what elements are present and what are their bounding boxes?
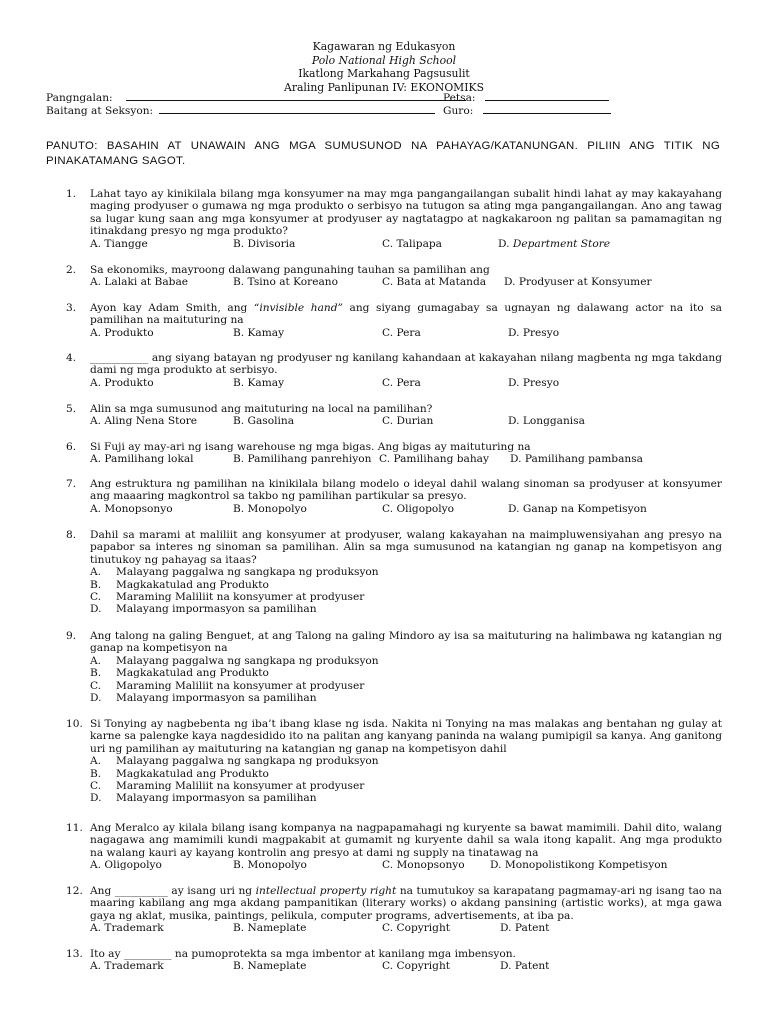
option-letter: D. <box>90 603 102 616</box>
option-letter: D. <box>90 792 102 805</box>
option-b[interactable]: B. Nameplate <box>233 922 307 935</box>
section-blank[interactable] <box>159 103 435 114</box>
question-number: 7. <box>66 478 77 490</box>
question-stem: Ang Meralco ay kilala bilang isang kompanya na nagpapamahagi ng kuryente sa bawat mamimili. Dahil dito, walang nagagawa ang mamimili kundi magpakabit at gumamit ng kuryente dahil sa wala itong kapalit. Ang mga produkto na walang kauri ay kayang kontrolin ang presyo at dami ng supply na tinatawag na <box>90 822 722 859</box>
question-stem: Ang estruktura ng pamilihan na kinikilala bilang modelo o ideyal dahil walang sinoman sa prodyuser at konsyumer ang maaaring magkontrol sa takbo ng pamilihan partikular sa presyo. <box>90 478 722 503</box>
option-letter: A. <box>90 566 102 579</box>
option-text: Magkakatulad ang Produkto <box>116 578 269 591</box>
option-letter: B. <box>90 767 102 780</box>
question-stem: Si Tonying ay nagbebenta ng iba’t ibang klase ng isda. Nakita ni Tonying na mas malakas ang bentahan ng gulay at karne sa palengke kaya nagdesidido ito na palitan ang kanyang paninda na walang pumipigil sa kanya. Ang ganitong uri ng pamilihan ay maituturing na katangian ng ganap na kompetisyon dahil <box>90 718 722 755</box>
teacher-label: Guro: <box>443 105 474 117</box>
option-d[interactable] <box>90 603 722 615</box>
question-number: 9. <box>66 630 77 642</box>
option-c[interactable]: C. Copyright <box>382 922 451 935</box>
option-text: Malayang impormasyon sa pamilihan <box>116 603 317 616</box>
option-a[interactable]: A. Tiangge <box>90 237 148 250</box>
option-letter: D. <box>90 692 102 705</box>
teacher-blank[interactable] <box>483 103 611 114</box>
option-letter: C. <box>90 780 102 793</box>
option-c[interactable] <box>90 680 722 692</box>
question-1 <box>46 188 722 250</box>
question-11 <box>46 822 722 872</box>
option-text: Maraming Maliliit na konsyumer at prodyuser <box>116 780 365 793</box>
option-d[interactable]: D. Presyo <box>508 326 560 339</box>
question-8 <box>46 529 722 616</box>
option-text: Malayang paggalwa ng sangkapa ng produksyon <box>116 566 379 579</box>
question-13 <box>46 948 722 973</box>
options <box>90 276 722 288</box>
options <box>90 503 722 515</box>
question-stem <box>90 885 722 922</box>
school-name: Polo National High School <box>311 53 457 67</box>
question-number: 5. <box>66 403 77 415</box>
option-c[interactable]: C. Pera <box>382 326 421 339</box>
stem-italic: “invisible hand” <box>253 302 343 314</box>
option-d[interactable]: D. Prodyuser at Konsyumer <box>504 276 652 289</box>
option-b[interactable]: B. Nameplate <box>233 960 307 973</box>
question-number: 10. <box>66 718 83 730</box>
question-number: 12. <box>66 885 83 897</box>
option-a[interactable]: A. Trademark <box>90 922 164 935</box>
department-name: Kagawaran ng Edukasyon <box>312 40 456 53</box>
option-letter: C. <box>90 679 102 692</box>
option-b[interactable]: B. Monopolyo <box>233 859 307 872</box>
option-text: Malayang impormasyon sa pamilihan <box>116 792 317 805</box>
question-4 <box>46 352 722 389</box>
option-b[interactable]: B. Kamay <box>233 376 285 389</box>
option-c[interactable]: C. Bata at Matanda <box>382 276 487 289</box>
option-c[interactable]: C. Durian <box>382 415 434 428</box>
option-a[interactable]: A. Produkto <box>90 376 154 389</box>
option-text: Malayang paggalwa ng sangkapa ng produksyon <box>116 755 379 768</box>
question-stem: Alin sa mga sumusunod ang maituturing na local na pamilihan? <box>90 403 433 415</box>
question-number: 2. <box>66 264 77 276</box>
teacher-field-row <box>443 103 611 117</box>
stem-part: ay isang uri ng <box>167 885 256 897</box>
option-c[interactable]: C. Copyright <box>382 960 451 973</box>
question-stem: Ang talong na galing Benguet, at ang Talong na galing Mindoro ay isa sa maituturing na halimbawa ng katangian ng ganap na kompetisyon na <box>90 630 722 655</box>
question-7 <box>46 478 722 515</box>
name-field-row <box>46 90 466 104</box>
question-5 <box>46 403 722 428</box>
answer-blank[interactable]: ___________ <box>90 352 149 364</box>
option-d[interactable]: D. Longganisa <box>508 415 585 428</box>
question-stem: Si Fuji ay may-ari ng isang warehouse ng mga bigas. Ang bigas ay maituturing na <box>90 441 531 453</box>
stem-part: Ayon kay Adam Smith, ang <box>90 302 254 314</box>
options <box>90 238 722 250</box>
question-number: 13. <box>66 948 83 960</box>
question-number: 8. <box>66 529 77 541</box>
question-6 <box>46 441 722 466</box>
option-c[interactable] <box>90 780 722 792</box>
option-d[interactable]: D. Patent <box>500 922 550 935</box>
option-c[interactable]: C. Oligopolyo <box>382 502 454 515</box>
answer-blank[interactable]: _________ <box>123 948 172 960</box>
option-d-text: Department Store <box>512 237 611 250</box>
option-b[interactable] <box>90 667 722 679</box>
option-d[interactable]: D. Monopolistikong Kompetisyon <box>490 859 668 872</box>
stem-part: ang siyang gumagabay sa ugnayan ng dalawang actor na ito sa pamilihan na maituturing na <box>90 302 723 327</box>
option-a[interactable]: A. Aling Nena Store <box>90 415 198 428</box>
option-a[interactable] <box>90 566 722 578</box>
option-a[interactable]: A. Oligopolyo <box>90 859 162 872</box>
stem-part: Ito ay <box>90 948 124 960</box>
option-c[interactable]: C. Monopsonyo <box>382 859 465 872</box>
option-text: Malayang paggalwa ng sangkapa ng produksyon <box>116 654 379 667</box>
option-a[interactable]: A. Produkto <box>90 326 154 339</box>
stem-part: na tumutukoy sa karapatang pagmamay-ari ng isang tao na maaring kabilang ang mga akdang pampanitikan (literary works) o akdang pansining (artistic works), at mga gawa gaya ng aklat, musika, paintings, pelikula, computer programs, advertisements, at iba pa. <box>90 885 722 922</box>
option-a[interactable] <box>90 655 722 667</box>
option-c[interactable]: C. Pera <box>382 376 421 389</box>
question-stem <box>90 948 722 960</box>
option-text: Maraming Maliliit na konsyumer at prodyuser <box>116 591 365 604</box>
name-label: Pangngalan: <box>46 92 113 104</box>
date-label: Petsa: <box>443 92 476 104</box>
question-number: 11. <box>66 822 83 834</box>
document-header <box>0 40 768 94</box>
option-text: Magkakatulad ang Produkto <box>116 667 269 680</box>
option-d[interactable]: D. Presyo <box>508 376 560 389</box>
stem-italic: intellectual property right <box>255 885 397 897</box>
option-a[interactable]: A. Trademark <box>90 960 164 973</box>
option-d[interactable] <box>90 692 722 704</box>
option-d[interactable]: D. Patent <box>500 960 550 973</box>
question-number: 1. <box>66 188 77 200</box>
date-blank[interactable] <box>485 90 609 101</box>
date-field-row <box>443 90 609 104</box>
question-stem <box>90 302 722 327</box>
option-letter: B. <box>90 667 102 680</box>
option-b[interactable]: B. Divisoria <box>233 237 296 250</box>
stem-part: Ang <box>90 885 115 897</box>
option-d[interactable]: D. Pamilihang pambansa <box>510 453 643 466</box>
question-stem <box>90 352 722 377</box>
question-10 <box>46 718 722 805</box>
option-a[interactable] <box>90 755 722 767</box>
option-letter: B. <box>90 578 102 591</box>
subject-title: Araling Panlipunan IV: EKONOMIKS <box>284 80 484 94</box>
option-b[interactable]: B. Tsino at Koreano <box>233 276 339 289</box>
option-b[interactable]: B. Kamay <box>233 326 285 339</box>
option-text: Malayang impormasyon sa pamilihan <box>116 692 317 705</box>
exam-title: Ikatlong Markahang Pagsusulit <box>298 67 470 81</box>
instructions: PANUTO: BASAHIN AT UNAWAIN ANG MGA SUMUSUNOD NA PAHAYAG/KATANUNGAN. PILIIN ANG TITIK NG PINAKATAMANG SAGOT. <box>46 140 720 167</box>
options <box>90 377 722 389</box>
option-c[interactable]: C. Pamilihang bahay <box>379 453 489 466</box>
option-a[interactable]: A. Lalaki at Babae <box>90 276 189 289</box>
question-number: 3. <box>66 302 77 314</box>
option-c[interactable]: C. Talipapa <box>382 237 442 250</box>
question-number: 6. <box>66 441 77 453</box>
question-stem: Sa ekonomiks, mayroong dalawang pangunahing tauhan sa pamilihan ang <box>90 264 490 276</box>
section-label: Baitang at Seksyon: <box>46 105 154 117</box>
question-number: 4. <box>66 352 77 364</box>
options <box>90 859 722 871</box>
option-text: Magkakatulad ang Produkto <box>116 767 269 780</box>
options <box>90 922 722 934</box>
section-field-row <box>46 103 435 117</box>
option-letter: A. <box>90 755 102 768</box>
option-d[interactable] <box>498 238 610 250</box>
option-a[interactable]: A. Pamilihang lokal <box>90 453 194 466</box>
option-a[interactable]: A. Monopsonyo <box>90 502 173 515</box>
stem-part: ang siyang batayan ng prodyuser ng kanilang kahandaan at kakayahan nilang magbenta ng mga takdang dami ng mga produkto at serbisyo. <box>90 352 722 377</box>
options <box>90 453 722 465</box>
question-2 <box>46 264 722 289</box>
option-b[interactable] <box>90 768 722 780</box>
name-blank[interactable] <box>126 90 466 101</box>
options <box>90 415 722 427</box>
option-b[interactable]: B. Pamilihang panrehiyon <box>233 453 372 466</box>
options <box>90 960 722 972</box>
option-text: Maraming Maliliit na konsyumer at prodyuser <box>116 679 365 692</box>
question-9 <box>46 630 722 704</box>
question-stem: Dahil sa marami at maliliit ang konsyumer at prodyuser, walang kakayahan na maimpluwensiyahan ang presyo na papabor sa interes ng sinoman sa pamilihan. Alin sa mga sumusunod na katangian ng ganap na kompetisyon ang tinutukoy ng pahayag sa itaas? <box>90 529 722 566</box>
answer-blank[interactable]: __________ <box>114 885 168 897</box>
options <box>90 327 722 339</box>
option-b[interactable]: B. Gasolina <box>233 415 295 428</box>
option-d[interactable] <box>90 792 722 804</box>
option-letter: A. <box>90 654 102 667</box>
option-letter: C. <box>90 591 102 604</box>
question-3 <box>46 302 722 339</box>
option-c[interactable] <box>90 591 722 603</box>
question-stem: Lahat tayo ay kinikilala bilang mga konsyumer na may mga pangangailangan subalit hindi lahat ay may kakayahang maging prodyuser o gumawa ng mga produkto o serbisyo na tutugon sa ating mga pangangailangan. Ano ang tawag sa lugar kung saan ang mga konsyumer at prodyuser ay nagtatagpo at nagkakaroon ng palitan sa pamamagitan ng itinakdang presyo ng mga produkto? <box>90 188 722 238</box>
option-b[interactable]: B. Monopolyo <box>233 502 307 515</box>
question-12 <box>46 885 722 935</box>
option-d-letter: D. <box>498 237 513 250</box>
option-d[interactable]: D. Ganap na Kompetisyon <box>508 502 647 515</box>
stem-part: na pumoprotekta sa mga imbentor at kanilang mga imbensyon. <box>171 948 516 960</box>
option-b[interactable] <box>90 579 722 591</box>
